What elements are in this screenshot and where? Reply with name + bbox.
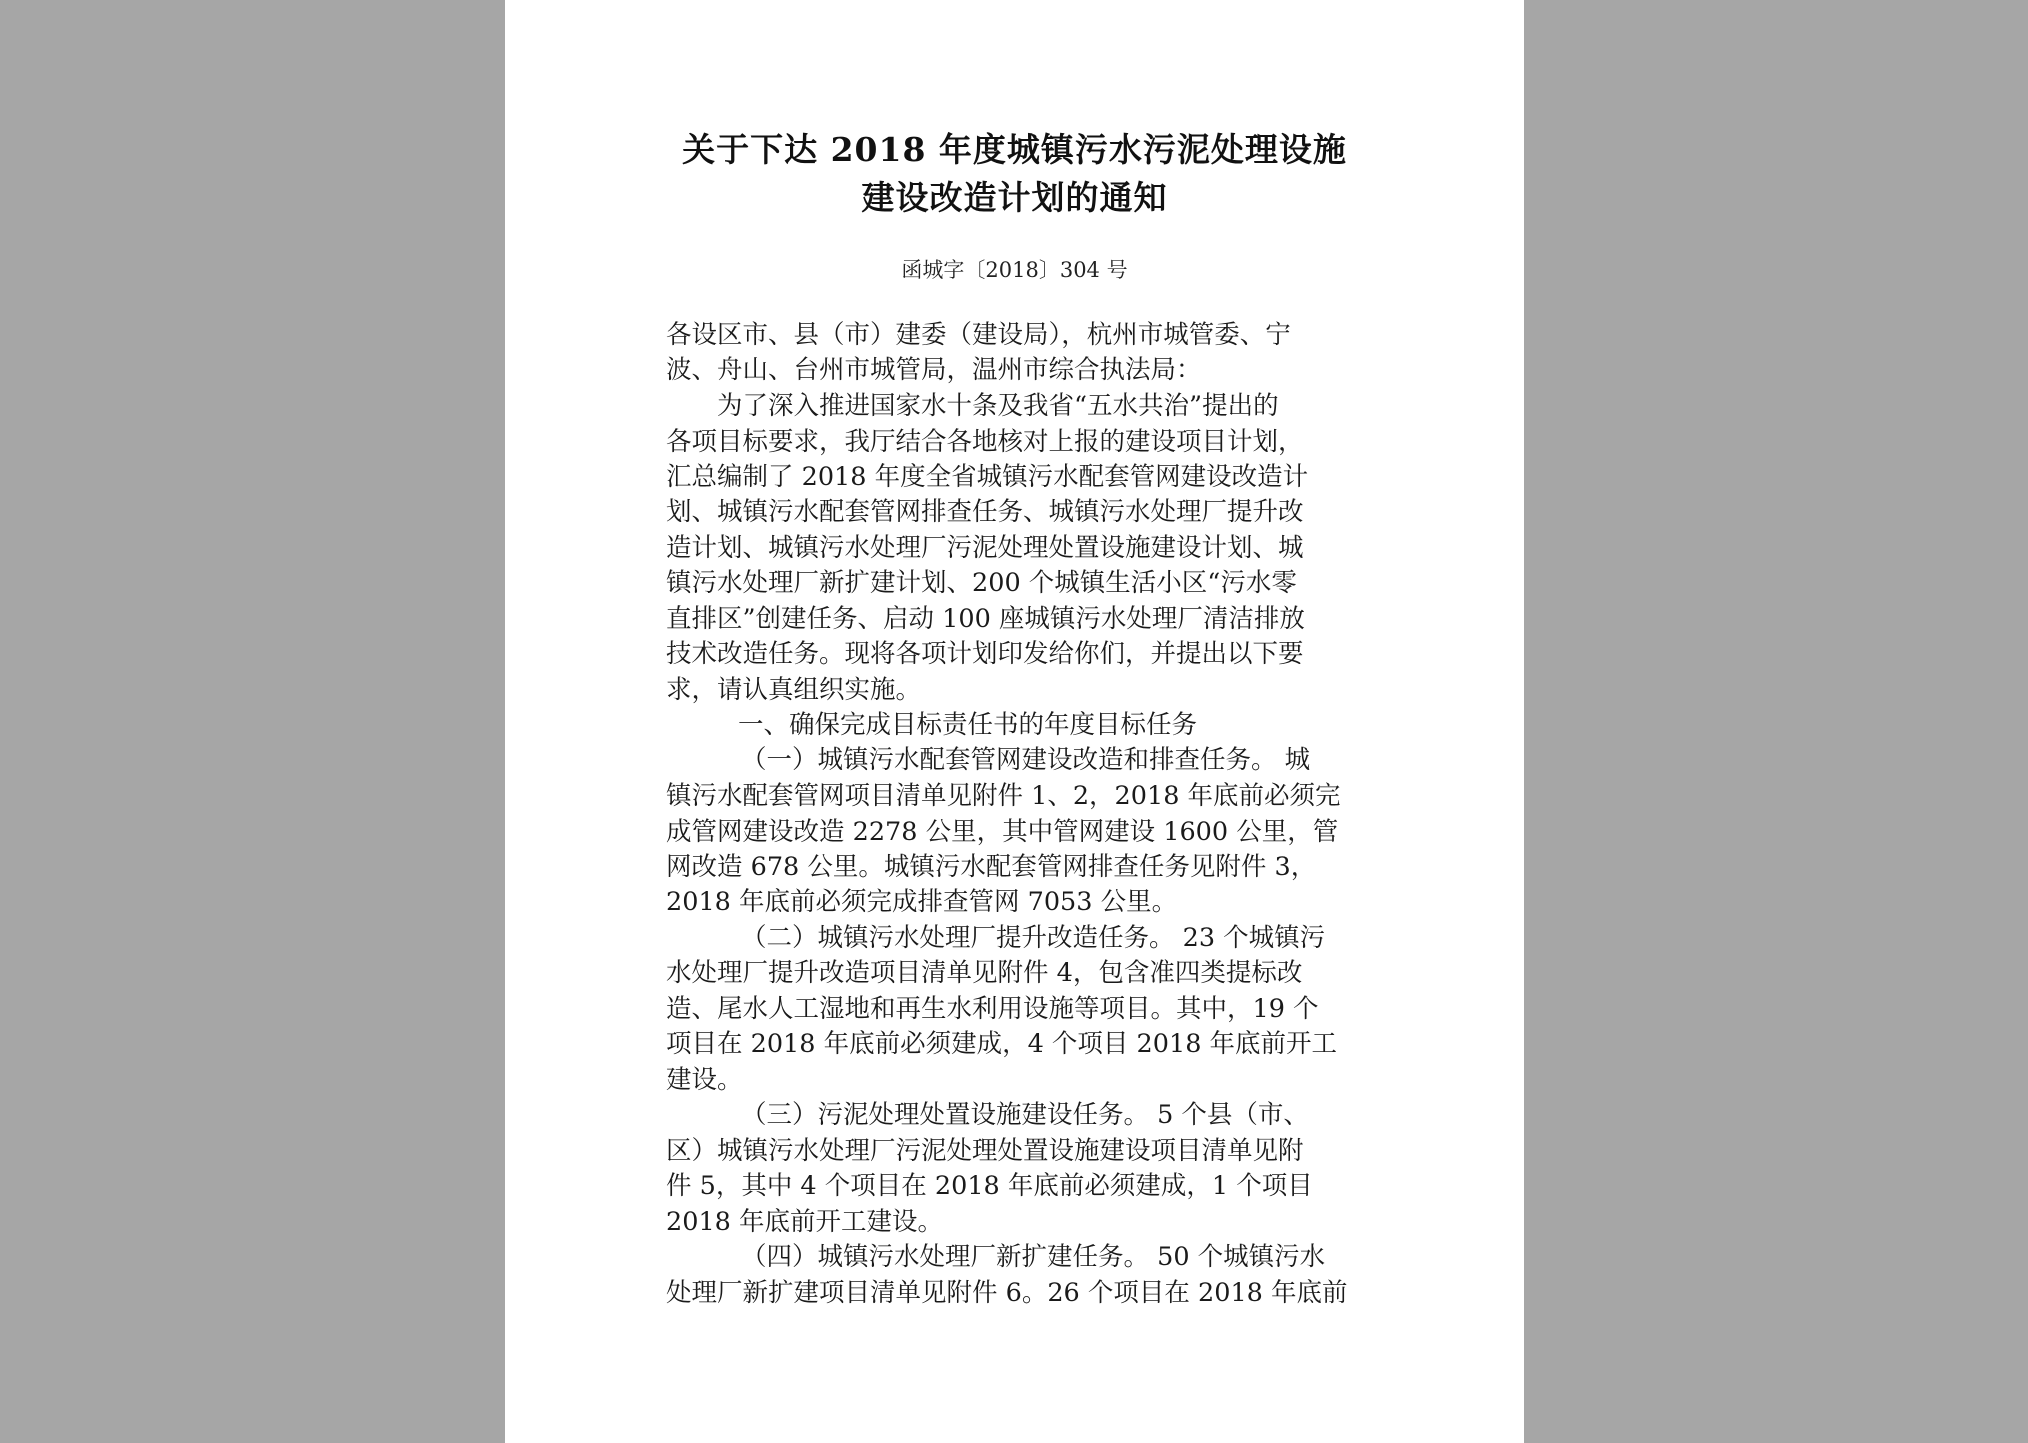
document-title-line-1: 关于下达 2018 年度城镇污水污泥处理设施 bbox=[682, 130, 1347, 169]
body-line: 处理厂新扩建项目清单见附件 6。26 个项目在 2018 年底前 bbox=[666, 1278, 1348, 1308]
document-title-line-2: 建设改造计划的通知 bbox=[861, 178, 1168, 217]
body-line: 造、尾水人工湿地和再生水利用设施等项目。其中，19 个 bbox=[666, 994, 1319, 1024]
body-line: 镇污水配套管网项目清单见附件 1、2，2018 年底前必须完 bbox=[666, 781, 1341, 811]
body-line: 2018 年底前开工建设。 bbox=[666, 1207, 944, 1237]
body-line: 各设区市、县（市）建委（建设局），杭州市城管委、宁 bbox=[666, 320, 1291, 350]
section-heading: 一、确保完成目标责任书的年度目标任务 bbox=[738, 710, 1198, 740]
body-line: 镇污水处理厂新扩建计划、200 个城镇生活小区“污水零 bbox=[666, 568, 1297, 598]
body-line: 建设。 bbox=[666, 1065, 743, 1095]
body-line: 划、城镇污水配套管网排查任务、城镇污水处理厂提升改 bbox=[666, 497, 1304, 527]
body-line: 为了深入推进国家水十条及我省“五水共治”提出的 bbox=[717, 391, 1279, 421]
body-line: （三）污泥处理处置设施建设任务。 5 个县（市、 bbox=[741, 1100, 1309, 1130]
body-line: （四）城镇污水处理厂新扩建任务。 50 个城镇污水 bbox=[741, 1242, 1326, 1272]
body-line: 网改造 678 公里。城镇污水配套管网排查任务见附件 3， bbox=[666, 852, 1317, 882]
body-line: 成管网建设改造 2278 公里，其中管网建设 1600 公里，管 bbox=[666, 817, 1339, 847]
body-line: 区）城镇污水处理厂污泥处理处置设施建设项目清单见附 bbox=[666, 1136, 1304, 1166]
body-line: （二）城镇污水处理厂提升改造任务。 23 个城镇污 bbox=[741, 923, 1326, 953]
body-line: 求，请认真组织实施。 bbox=[666, 675, 922, 705]
body-line: 造计划、城镇污水处理厂污泥处理处置设施建设计划、城 bbox=[666, 533, 1304, 563]
body-line: 直排区”创建任务、启动 100 座城镇污水处理厂清洁排放 bbox=[666, 604, 1305, 634]
body-line: 件 5，其中 4 个项目在 2018 年底前必须建成，1 个项目 bbox=[666, 1171, 1313, 1201]
body-line: 水处理厂提升改造项目清单见附件 4，包含准四类提标改 bbox=[666, 958, 1303, 988]
body-line: 项目在 2018 年底前必须建成，4 个项目 2018 年底前开工 bbox=[666, 1029, 1338, 1059]
document-page bbox=[505, 0, 1524, 1443]
body-line: 波、舟山、台州市城管局，温州市综合执法局： bbox=[666, 355, 1202, 385]
document-number: 函城字〔2018〕304 号 bbox=[901, 258, 1128, 282]
body-line: 2018 年底前必须完成排查管网 7053 公里。 bbox=[666, 887, 1178, 917]
body-line: 各项目标要求，我厅结合各地核对上报的建设项目计划， bbox=[666, 427, 1304, 457]
body-line: 技术改造任务。现将各项计划印发给你们，并提出以下要 bbox=[666, 639, 1304, 669]
body-line: 汇总编制了 2018 年度全省城镇污水配套管网建设改造计 bbox=[666, 462, 1309, 492]
body-line: （一）城镇污水配套管网建设改造和排查任务。 城 bbox=[741, 745, 1311, 775]
